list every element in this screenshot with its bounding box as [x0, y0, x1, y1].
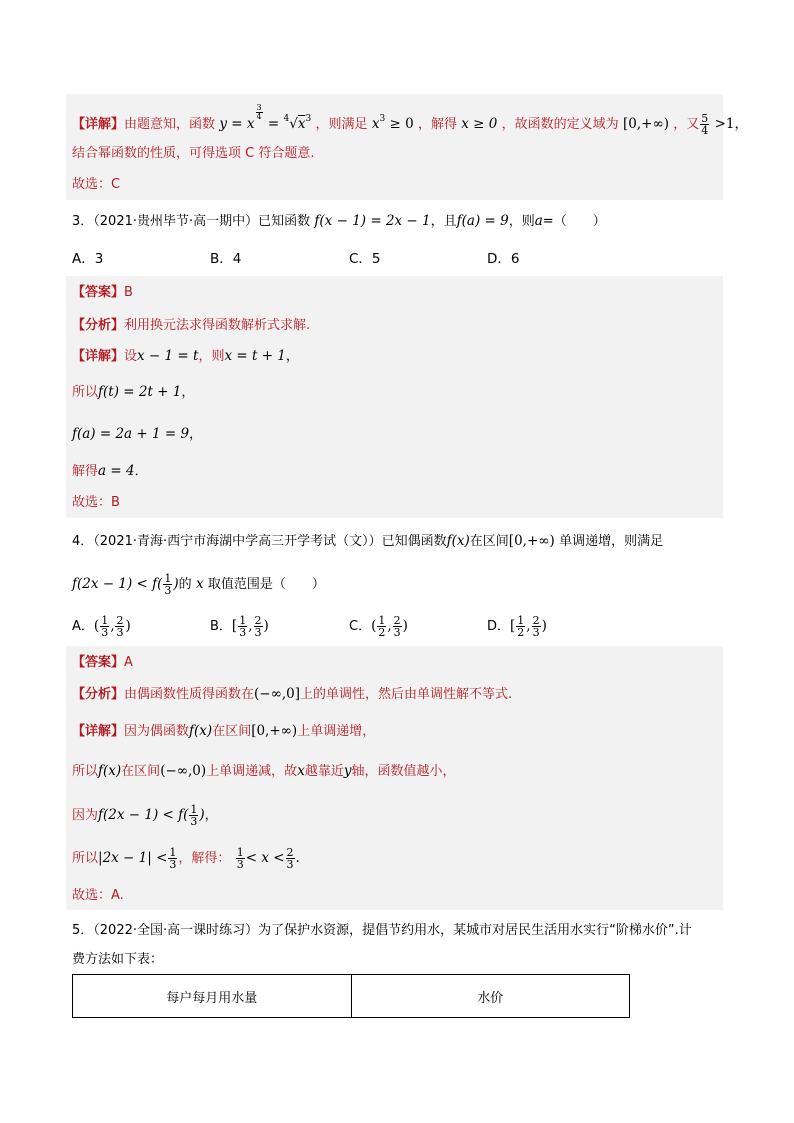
water-price-table	[72, 974, 630, 1018]
frac-den: 3	[236, 858, 244, 871]
frac-num: 1	[239, 614, 247, 627]
detail-tag: 【详解】	[72, 349, 125, 364]
detail-text: ，则满足	[315, 117, 368, 132]
q3-final-answer: 故选：B	[72, 495, 120, 510]
q4-detail-line4	[72, 847, 300, 870]
frac-den: 3	[164, 584, 172, 597]
root-exp: 3	[305, 114, 312, 124]
frac-num: 1	[190, 803, 198, 816]
math-expr: x = t + 1	[224, 348, 286, 364]
detail-text: 轴，函数值越小，	[351, 764, 456, 779]
math-expr: f(t) = 2t + 1	[98, 384, 182, 400]
detail-text: 上单调递增，	[297, 724, 376, 739]
math-var: x	[297, 763, 305, 779]
fraction	[254, 615, 263, 638]
q5-stem-line1: 5．（2022·全国·高一课时练习）为了保护水资源，提倡节约用水，某城市对居民生活用水实行“阶梯水价”.计	[72, 923, 692, 938]
detail-text: 在区间	[121, 764, 161, 779]
fraction	[115, 615, 124, 638]
q4-analysis-line	[72, 684, 512, 705]
frac-num: 2	[286, 846, 294, 859]
frac-den: 3	[532, 626, 540, 639]
q3-detail-line4	[72, 461, 148, 482]
fraction-5-4	[700, 113, 709, 136]
math-var: x	[195, 576, 204, 592]
punct: ．	[134, 464, 148, 479]
math-expr: f(x − 1) = 2x − 1	[314, 213, 431, 229]
detail-tag: 【详解】	[72, 117, 125, 132]
detail-tag: 【详解】	[72, 724, 125, 739]
q4-final-answer: 故选：A.	[72, 888, 124, 903]
option-label: C．	[349, 619, 372, 634]
math-solution: x ≥ 0	[461, 116, 498, 132]
exp-den: 4	[256, 112, 262, 121]
frac-num: 1	[101, 614, 109, 627]
analysis-text: 上的单调性，然后由单调性解不等式.	[300, 687, 513, 702]
answer-value: B	[124, 285, 133, 300]
q4-stem-line2	[72, 573, 325, 596]
frac-num: 2	[254, 614, 262, 627]
stem-text: 3．（2021·贵州毕节·高一期中）已知函数	[72, 214, 311, 229]
math-domain: [0,+∞)	[622, 116, 669, 132]
frac-den: 3	[190, 815, 198, 828]
detail-text: ，又	[673, 117, 700, 132]
root-body: x	[297, 116, 306, 132]
frac-num: 2	[532, 614, 540, 627]
detail-text: 在区间	[212, 724, 252, 739]
q3-stem	[72, 211, 606, 232]
detail-text: ，解得	[417, 117, 457, 132]
q4-detail-line2	[72, 761, 455, 782]
bracket: )	[541, 618, 547, 634]
frac-den: 4	[701, 124, 709, 137]
bracket: )	[263, 618, 269, 634]
stem-text: ，且	[430, 214, 457, 229]
math-expr: x − 1 = t	[137, 348, 199, 364]
fraction	[168, 847, 177, 870]
math-x: x	[371, 116, 380, 132]
math-expr: f(2x − 1) < f(	[72, 576, 163, 592]
math-cond: ≥ 0	[385, 116, 414, 132]
q4-option-c[interactable]	[349, 615, 408, 638]
frac-num: 1	[378, 614, 386, 627]
comma: ,	[526, 618, 531, 634]
punct: .	[295, 850, 300, 866]
stem-text: ，则	[508, 214, 535, 229]
math-exp: 3	[379, 114, 386, 124]
detail-text: 所以	[72, 385, 99, 400]
exponent-fraction	[256, 104, 263, 121]
math-interval: [0,+∞)	[508, 533, 555, 549]
q4-detail-line3	[72, 804, 218, 827]
math-interval: (−∞,0)	[160, 763, 207, 779]
fraction	[286, 847, 295, 870]
fraction	[393, 615, 402, 638]
math-eq: =	[231, 116, 243, 132]
detail-text: 由题意知，函数	[124, 117, 216, 132]
bracket: (	[93, 618, 100, 634]
detail-text: 所以	[72, 851, 99, 866]
frac-den: 3	[169, 858, 177, 871]
fraction	[532, 615, 541, 638]
fraction	[163, 573, 172, 596]
frac-den: 3	[101, 626, 109, 639]
analysis-text: 利用换元法求得函数解析式求解.	[124, 318, 311, 333]
detail-text: 因为	[72, 808, 99, 823]
math-expr: f(a) = 2a + 1 = 9	[72, 426, 190, 442]
bracket: )	[125, 618, 131, 634]
frac-den: 2	[378, 626, 386, 639]
punct: ，	[189, 427, 203, 442]
q4-option-d[interactable]	[487, 615, 547, 638]
detail-text: 因为偶函数	[124, 724, 190, 739]
frac-den: 3	[286, 858, 294, 871]
detail-text: ，故函数的定义域为	[501, 117, 619, 132]
fraction	[100, 615, 109, 638]
math-interval: (−∞,0]	[254, 686, 301, 702]
q3-answer-line	[72, 282, 133, 303]
comma: ,	[387, 618, 392, 634]
q3-analysis-line	[72, 315, 310, 336]
bracket: )	[402, 618, 408, 634]
root-index: 4	[283, 114, 290, 124]
frac-num: 2	[393, 614, 401, 627]
option-label: B．	[210, 619, 232, 634]
table-header-row	[73, 975, 630, 1018]
q3-option-b[interactable]: B．4	[210, 251, 242, 267]
punct: ，	[204, 808, 218, 823]
math-expr: f(x)	[446, 533, 470, 549]
bracket: (	[371, 618, 377, 634]
math-expr: f(x)	[98, 763, 122, 779]
frac-num: 1	[169, 846, 177, 859]
math-eq: =	[267, 116, 280, 132]
math-x: x	[246, 116, 255, 132]
q4-stem-line1	[72, 531, 663, 552]
comma: ,	[110, 618, 115, 634]
fraction	[516, 615, 525, 638]
bracket: [	[231, 618, 238, 634]
math-expr: )	[173, 576, 179, 592]
comma: ,	[248, 618, 253, 634]
math-ineq: < x <	[245, 850, 285, 866]
stem-text: 单调递增，则满足	[559, 534, 664, 549]
math-interval: [0,+∞)	[251, 723, 298, 739]
q3-option-d[interactable]: D．6	[487, 251, 520, 267]
bracket: [	[510, 618, 516, 634]
math-expr: f(a) = 9	[456, 213, 509, 229]
math-expr: |2x − 1| <	[98, 850, 168, 866]
detail-text: ，解得：	[178, 851, 231, 866]
frac-num: 1	[236, 846, 244, 859]
math-expr: )	[199, 807, 205, 823]
q3-detail-line3	[72, 424, 202, 445]
math-expr: a = 4	[98, 463, 135, 479]
fraction	[238, 615, 247, 638]
q3-option-a[interactable]: A．3	[72, 251, 104, 267]
math-expr: f(x)	[189, 723, 213, 739]
q2-detail-line2: 结合幂函数的性质，可得选项 C 符合题意.	[72, 146, 315, 161]
detail-text: ，则	[198, 349, 225, 364]
frac-num: 2	[116, 614, 124, 627]
frac-den: 3	[116, 626, 124, 639]
detail-text: 上单调递减，故	[206, 764, 298, 779]
stem-text: =（ ）	[542, 214, 606, 229]
detail-text: 所以	[72, 764, 99, 779]
answer-tag: 【答案】	[72, 285, 125, 300]
answer-tag: 【答案】	[72, 655, 125, 670]
q5-stem-line2: 费方法如下表：	[72, 952, 164, 967]
answer-value: A	[124, 655, 133, 670]
detail-text: 越靠近	[304, 764, 344, 779]
math-expr: f(2x − 1) < f(	[98, 807, 189, 823]
fraction	[377, 615, 386, 638]
fraction	[236, 847, 245, 870]
analysis-text: 由偶函数性质得函数在	[124, 687, 255, 702]
frac-den: 3	[254, 626, 262, 639]
punct: ，	[181, 385, 195, 400]
detail-text: 解得	[72, 464, 99, 479]
table-header-price: 水价	[351, 975, 630, 1018]
analysis-tag: 【分析】	[72, 687, 125, 702]
q4-answer-line	[72, 652, 133, 673]
punct: ，	[285, 349, 299, 364]
stem-text: 在区间	[469, 534, 509, 549]
frac-num: 5	[701, 112, 709, 125]
math-gt: >1，	[710, 116, 748, 132]
math-var: y	[343, 763, 352, 779]
q3-option-c[interactable]: C．5	[349, 251, 381, 267]
option-label: D．	[487, 619, 511, 634]
frac-den: 3	[393, 626, 401, 639]
q3-detail-line1	[72, 346, 299, 367]
math-var: a	[534, 213, 543, 229]
stem-text: 的	[178, 577, 192, 592]
q2-answer: 故选：C	[72, 177, 121, 192]
q2-detail-line1	[72, 104, 748, 136]
stem-text: 4．（2021·青海·西宁市海湖中学高三开学考试（文））已知偶函数	[72, 534, 447, 549]
q4-option-a[interactable]	[72, 615, 131, 638]
frac-num: 1	[164, 572, 172, 585]
math-y: y	[219, 116, 227, 132]
fraction	[189, 804, 198, 827]
exp-num: 3	[256, 103, 262, 112]
q4-detail-line1	[72, 721, 375, 742]
frac-den: 2	[517, 626, 525, 639]
table-header-usage: 每户每月用水量	[73, 975, 352, 1018]
frac-den: 3	[239, 626, 247, 639]
option-label: A．	[72, 619, 94, 634]
q3-detail-line2	[72, 382, 194, 403]
analysis-tag: 【分析】	[72, 318, 125, 333]
stem-text: 取值范围是（ ）	[207, 577, 325, 592]
root-symbol: √	[289, 116, 298, 132]
frac-num: 1	[517, 614, 525, 627]
q4-option-b[interactable]	[210, 615, 269, 638]
detail-text: 设	[124, 349, 138, 364]
